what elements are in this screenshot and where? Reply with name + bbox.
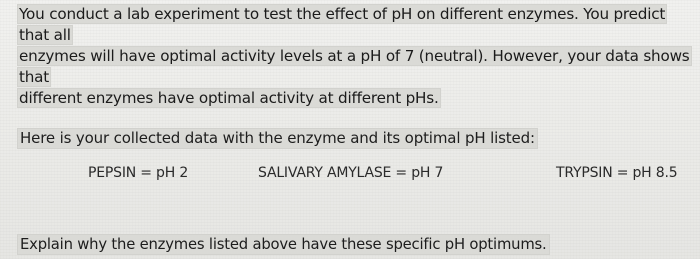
enzyme-trypsin: TRYPSIN = pH 8.5 [556, 165, 678, 181]
question-prompt: Explain why the enzymes listed above have these specific pH optimums. [20, 236, 547, 253]
enzyme-pepsin: PEPSIN = pH 2 [88, 165, 189, 181]
enzyme-salivary-amylase: SALIVARY AMYLASE = pH 7 [258, 165, 444, 181]
data-intro-text: Here is your collected data with the enzyme and its optimal pH listed: [20, 129, 535, 147]
intro-line-1: You conduct a lab experiment to test the effect of pH on different enzymes. You predict that all [19, 5, 666, 44]
intro-line-3: different enzymes have optimal activity at different pHs. [19, 89, 439, 107]
intro-line-2: enzymes will have optimal activity levels at a pH of 7 (neutral). However, your data shows that [19, 47, 690, 86]
intro-paragraph [18, 4, 694, 109]
